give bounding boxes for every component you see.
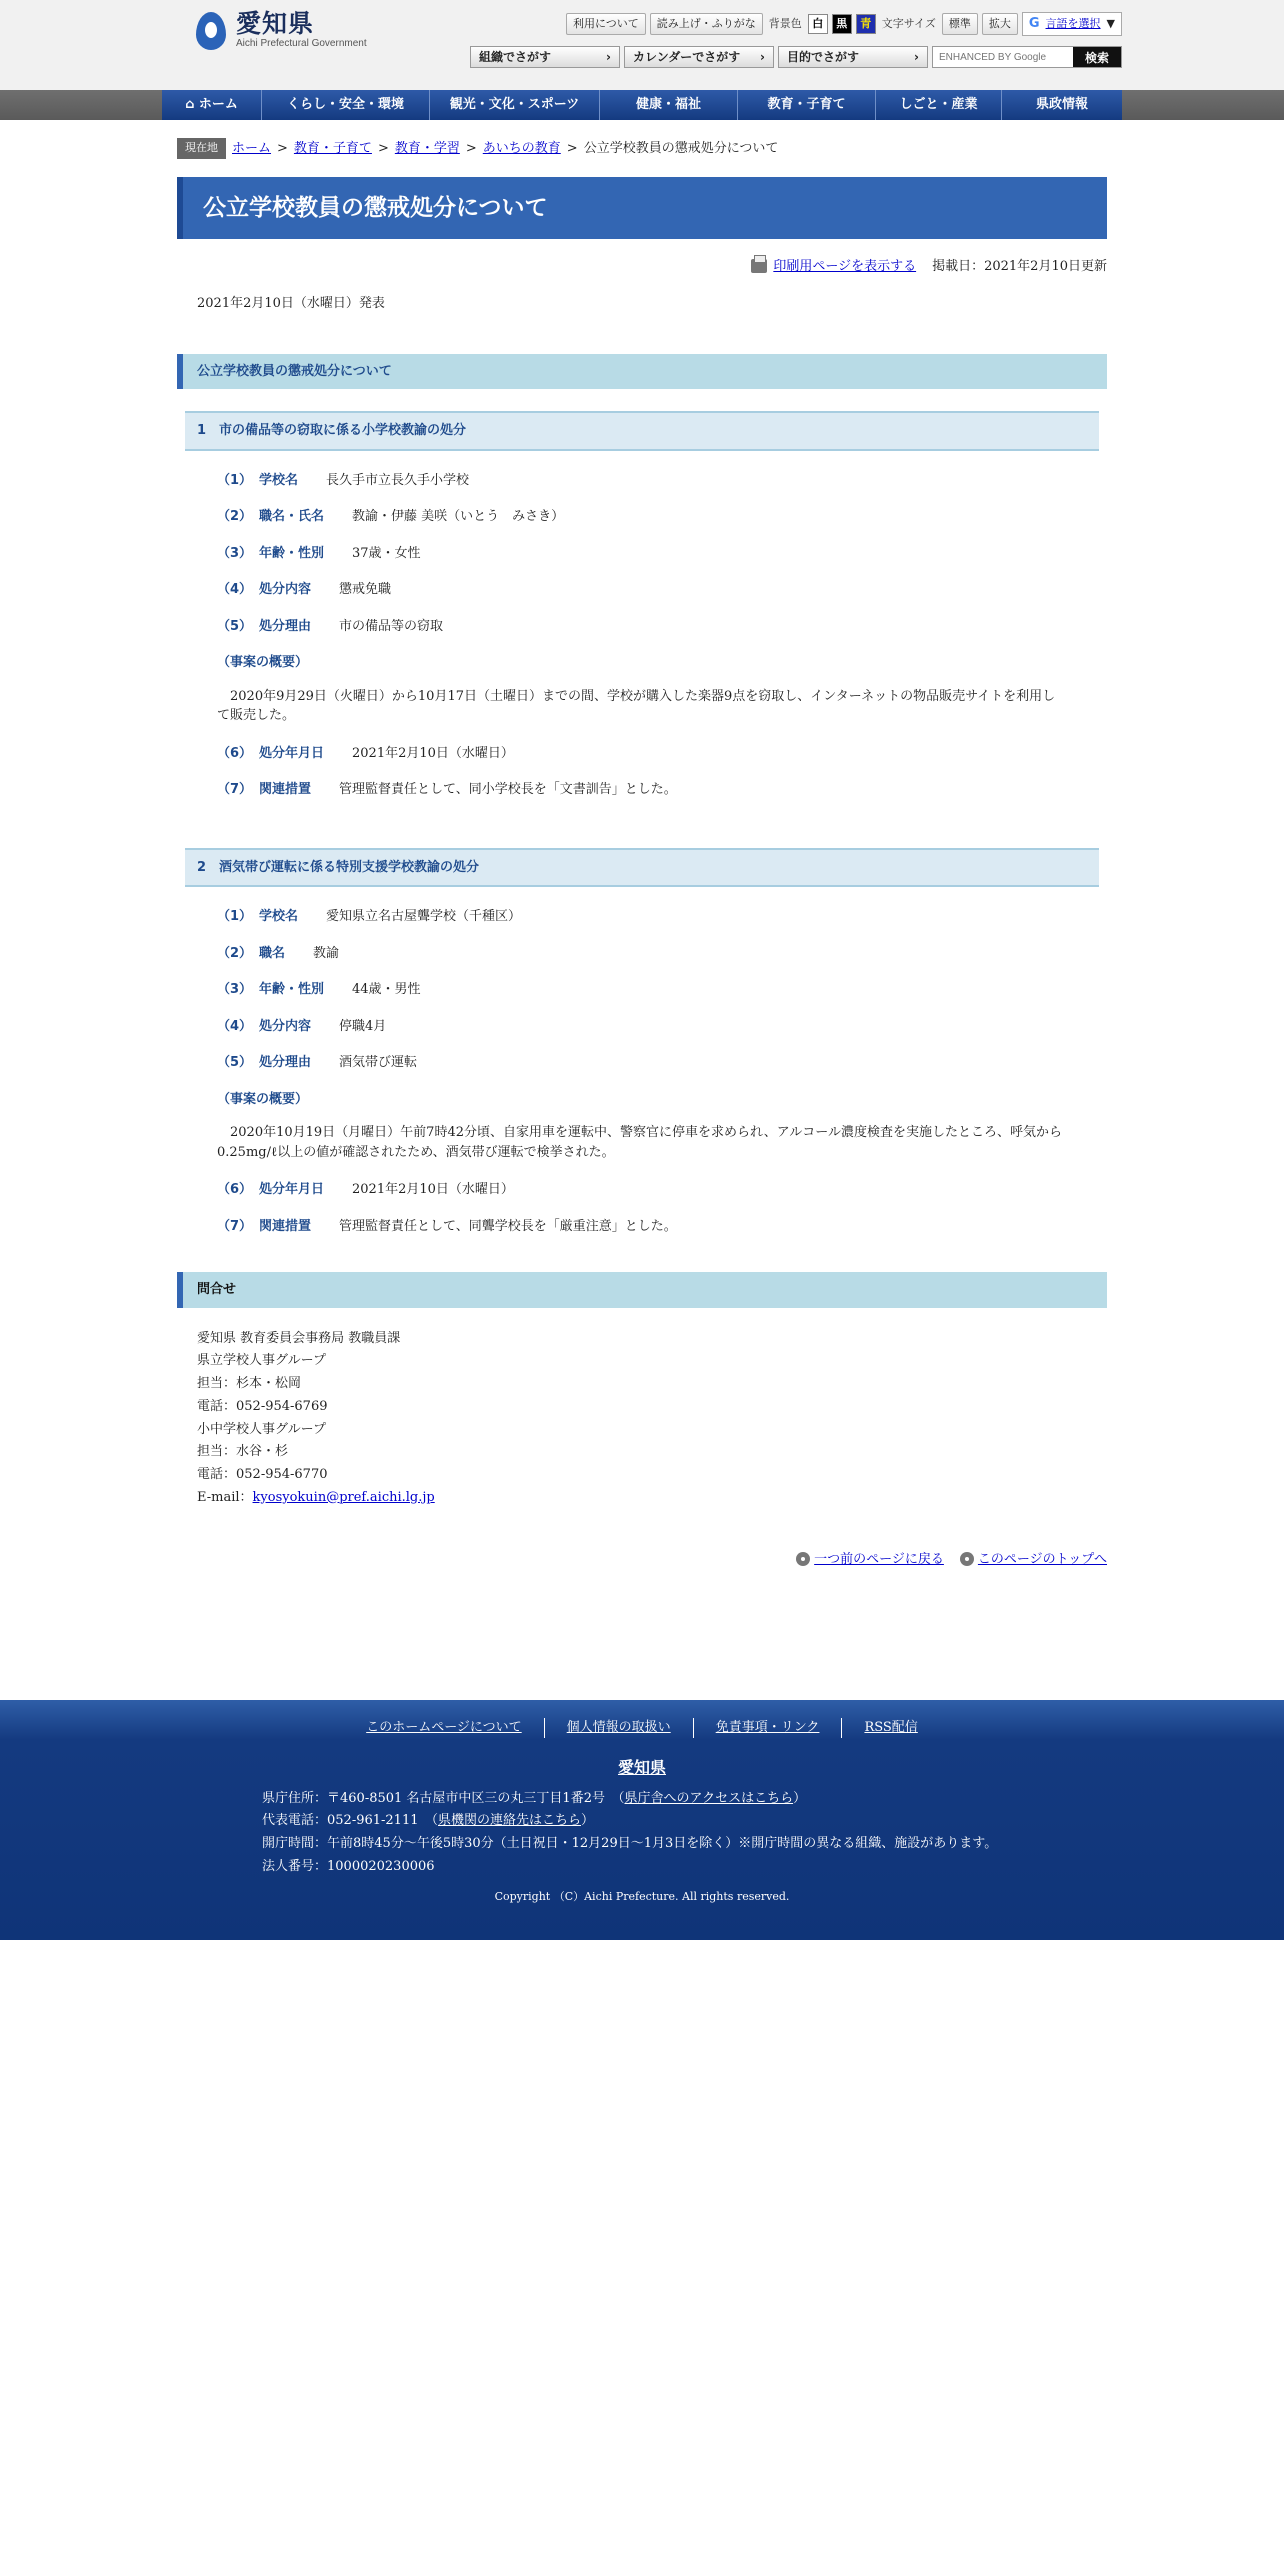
footer-address: 県庁住所：〒460-8501 名古屋市中区三の丸三丁目1番2号 （県庁舎へのアクセスはこちら） [262, 1790, 807, 1806]
font-size-label: 文字サイズ [881, 16, 936, 30]
case-summary: 2020年10月19日（月曜日）午前7時42分頃、自家用車を運転中、警察官に停車を求められ、アルコール濃度検査を実施したところ、呼気から0.25mg/ℓ以上の値が確認されたため、酒気帯び運転で検挙された。 [217, 1125, 1062, 1160]
chevron-right-icon: › [760, 50, 765, 64]
logo-title: 愛知県 [236, 9, 315, 39]
search-button[interactable]: 検索 [1073, 47, 1121, 67]
furigana-button[interactable]: 読み上げ・ふりがな [650, 13, 763, 36]
bg-blue-button[interactable]: 青 [856, 14, 876, 34]
page-meta [177, 257, 1107, 277]
contact-line: 担当：水谷・杉 [197, 1444, 289, 1460]
detail-row: （2） 職名 教諭 [217, 945, 340, 961]
printer-icon [751, 259, 767, 273]
site-footer [0, 1700, 1284, 1940]
published-date: 2021年2月10日（水曜日）発表 [197, 296, 385, 311]
breadcrumb-current: 公立学校教員の懲戒処分について [583, 140, 779, 156]
detail-row: （5） 処分理由 酒気帯び運転 [217, 1055, 418, 1070]
contact-email-link[interactable]: kyosyokuin@pref.aichi.lg.jp [252, 1489, 435, 1505]
contact-line: 愛知県 教育委員会事務局 教職員課 [197, 1330, 401, 1346]
google-icon: G [1028, 16, 1040, 31]
contact-heading: 問合せ [177, 1272, 1107, 1308]
section-heading: 公立学校教員の懲戒処分について [177, 354, 1107, 390]
search-by-calendar-button[interactable]: カレンダーでさがす › [624, 46, 774, 68]
breadcrumb-education-childcare[interactable]: 教育・子育て [293, 140, 372, 156]
case-heading: 2 酒気帯び運転に係る特別支援学校教諭の処分 [185, 848, 1099, 888]
footer-hours: 開庁時間：午前8時45分～午後5時30分（土日祝日・12月29日～1月3日を除く）※開庁時間の異なる組織、施設があります。 [262, 1836, 998, 1851]
chevron-right-icon: › [914, 50, 919, 64]
main-content [177, 120, 1107, 1569]
page-title: 公立学校教員の懲戒処分について [177, 177, 1107, 239]
home-icon: ⌂ [185, 97, 199, 113]
contact-info [197, 1328, 1107, 1510]
case-heading: 1 市の備品等の窃取に係る小学校教諭の処分 [185, 411, 1099, 451]
breadcrumb-home[interactable]: ホーム [232, 140, 272, 156]
case-summary: 2020年9月29日（火曜日）から10月17日（土曜日）までの間、学校が購入した楽器9点を窃取し、インターネットの物品販売サイトを利用して販売した。 [217, 688, 1056, 723]
contact-line: 担当：杉本・松岡 [197, 1376, 302, 1391]
detail-row: （7） 関連措置 管理監督責任として、同聾学校長を「厳重注意」とした。 [217, 1218, 677, 1234]
summary-label: （事案の概要） [217, 655, 309, 670]
nav-tourism[interactable]: 観光・文化・スポーツ [430, 90, 600, 120]
breadcrumb: 現在地 ホーム > 教育・子育て > 教育・学習 > あいちの教育 > 公立学校教員の懲戒処分について [177, 138, 1107, 159]
access-link[interactable]: 県庁舎へのアクセスはこちら [624, 1790, 794, 1806]
detail-row: （1） 学校名 長久手市立長久手小学校 [217, 472, 470, 488]
site-header [0, 0, 1284, 90]
search-row [470, 46, 1122, 68]
up-arrow-icon [960, 1552, 974, 1566]
back-arrow-icon [796, 1552, 810, 1566]
nav-work[interactable]: しごと・産業 [876, 90, 1002, 120]
font-large-button[interactable]: 拡大 [982, 13, 1018, 36]
search-by-org-button[interactable]: 組織でさがす › [470, 46, 620, 68]
contact-line: 小中学校人事グループ [197, 1421, 326, 1437]
detail-row: （2） 職名・氏名 教諭・伊藤 美咲（いとう みさき） [217, 509, 565, 524]
contact-email-row: E-mail：kyosyokuin@pref.aichi.lg.jp [197, 1489, 435, 1505]
site-logo[interactable] [190, 6, 367, 54]
logo-subtitle: Aichi Prefectural Government [236, 37, 367, 49]
language-select-label[interactable]: 言語を選択 [1045, 16, 1101, 30]
summary-label: （事案の概要） [217, 1091, 309, 1107]
page-back-links [177, 1550, 1107, 1570]
footer-link-disclaimer[interactable]: 免責事項・リンク [694, 1718, 843, 1738]
usage-button[interactable]: 利用について [566, 13, 646, 36]
contact-line: 電話：052-954-6770 [197, 1467, 328, 1482]
breadcrumb-aichi-education[interactable]: あいちの教育 [482, 140, 561, 156]
prefecture-emblem-icon [190, 6, 230, 54]
bg-color-label: 背景色 [768, 16, 802, 30]
search-by-purpose-button[interactable]: 目的でさがす › [778, 46, 928, 68]
font-standard-button[interactable]: 標準 [942, 13, 978, 36]
detail-row: （6） 処分年月日 2021年2月10日（水曜日） [217, 1182, 514, 1197]
search-input[interactable] [933, 47, 1073, 67]
detail-row: （4） 処分内容 停職4月 [217, 1018, 387, 1034]
detail-row: （3） 年齢・性別 44歳・男性 [217, 982, 421, 997]
detail-row: （5） 処分理由 市の備品等の窃取 [217, 618, 444, 634]
detail-row: （6） 処分年月日 2021年2月10日（水曜日） [217, 745, 514, 761]
case-details [217, 471, 1067, 800]
footer-org-name[interactable]: 愛知県 [617, 1757, 666, 1777]
footer-info [162, 1788, 1122, 1879]
nav-health[interactable]: 健康・福祉 [600, 90, 738, 120]
site-search [932, 46, 1122, 68]
global-nav [0, 90, 1284, 120]
nav-government[interactable]: 県政情報 [1035, 97, 1088, 113]
detail-row: （7） 関連措置 管理監督責任として、同小学校長を「文書訓告」とした。 [217, 782, 677, 797]
detail-row: （4） 処分内容 懲戒免職 [217, 582, 392, 597]
footer-link-about[interactable]: このホームページについて [344, 1718, 544, 1738]
language-select[interactable] [1022, 12, 1122, 36]
detail-row: （1） 学校名 愛知県立名古屋聾学校（千種区） [217, 909, 522, 924]
footer-nav [0, 1700, 1284, 1738]
print-page-link[interactable]: 印刷用ページを表示する [773, 258, 917, 274]
breadcrumb-education-learning[interactable]: 教育・学習 [394, 140, 460, 156]
chevron-down-icon: ▼ [1106, 16, 1115, 30]
previous-page-link[interactable]: 一つ前のページに戻る [814, 1551, 944, 1567]
nav-home[interactable]: ⌂ ホーム [162, 90, 262, 120]
footer-link-privacy[interactable]: 個人情報の取扱い [545, 1718, 694, 1738]
detail-row: （3） 年齢・性別 37歳・女性 [217, 545, 421, 561]
nav-living[interactable]: くらし・安全・環境 [262, 90, 430, 120]
accessibility-tools [566, 12, 1122, 36]
case-details [217, 907, 1067, 1236]
footer-phone: 代表電話：052-961-2111 （県機関の連絡先はこちら） [262, 1813, 595, 1829]
updated-date: 掲載日：2021年2月10日更新 [932, 258, 1107, 274]
bg-white-button[interactable]: 白 [808, 14, 828, 34]
contact-line: 県立学校人事グループ [197, 1353, 326, 1369]
footer-link-rss[interactable]: RSS配信 [864, 1720, 918, 1735]
page-top-link[interactable]: このページのトップへ [977, 1551, 1107, 1567]
contact-line: 電話：052-954-6769 [197, 1398, 328, 1414]
chevron-right-icon: › [606, 50, 611, 64]
copyright: Copyright （C）Aichi Prefecture. All rights reserved. [494, 1889, 790, 1903]
bg-black-button[interactable]: 黒 [832, 14, 852, 34]
current-location-label: 現在地 [177, 138, 226, 159]
contact-list-link[interactable]: 県機関の連絡先はこちら [438, 1813, 582, 1829]
nav-education[interactable]: 教育・子育て [738, 90, 876, 120]
footer-corp-number: 法人番号：1000020230006 [262, 1858, 435, 1874]
